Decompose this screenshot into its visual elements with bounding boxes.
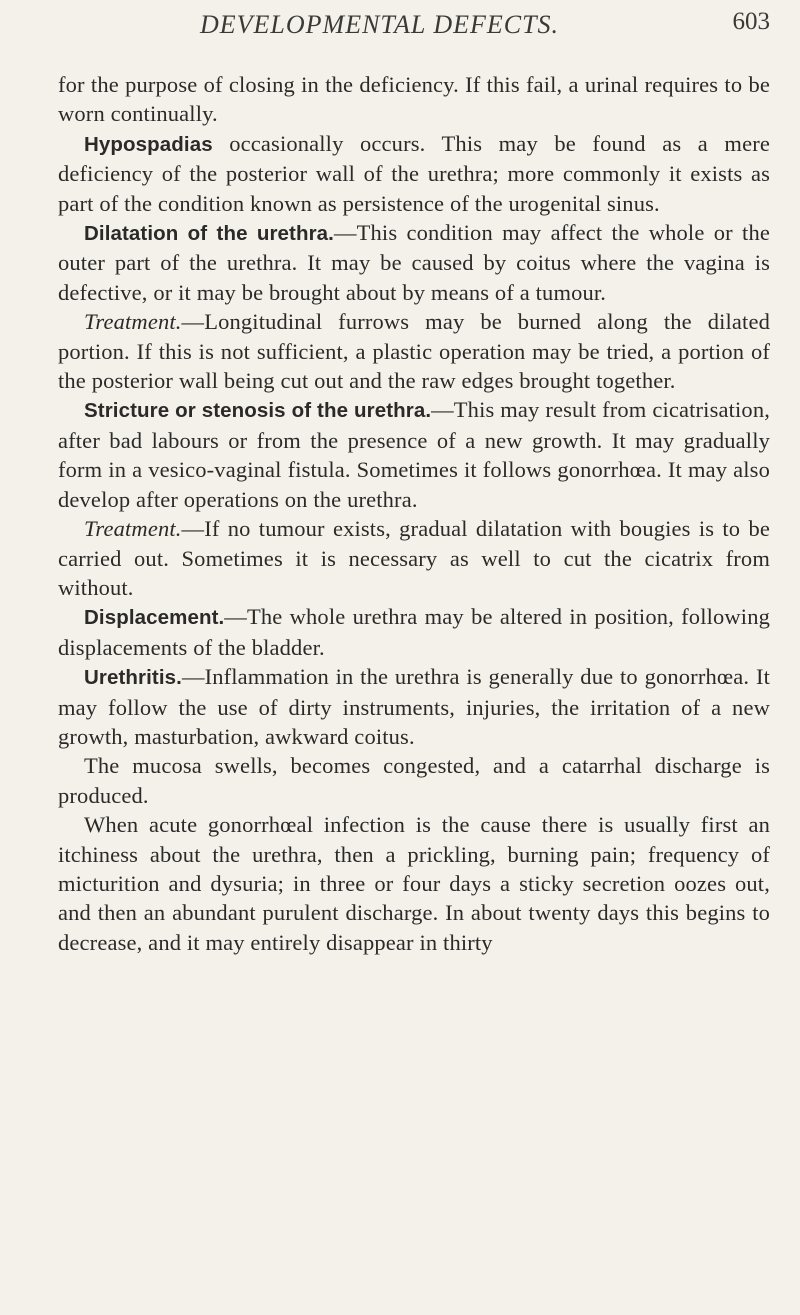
- paragraph-stricture-treatment: [58, 514, 770, 602]
- paragraph-mucosa: [58, 751, 770, 810]
- paragraph-acute-infection: [58, 810, 770, 957]
- paragraph-text: —This may result from cicatrisation, after bad labours or from the presence of a new growth. It may gradually form in a vesico-vaginal fistula. Sometimes it follows gonorrhœa. It may also develop after operations on the urethra.: [58, 397, 770, 512]
- section-heading-displacement: Displacement.: [84, 606, 225, 630]
- paragraph-text: The mucosa swells, becomes congested, and a catarrhal discharge is produced.: [58, 753, 770, 808]
- paragraph-dilatation-treatment: [58, 307, 770, 395]
- paragraph-urethritis: [58, 662, 770, 751]
- running-title: DEVELOPMENTAL DEFECTS.: [200, 10, 560, 39]
- paragraph-stricture: [58, 395, 770, 514]
- running-head: [58, 0, 770, 48]
- paragraph-text: —The whole urethra may be altered in position, following displacements of the bladder.: [58, 604, 770, 660]
- paragraph-text: —Inflammation in the urethra is generally due to gonorrhœa. It may follow the use of dirty instruments, injuries, the irritation of a new growth, masturbation, awkward coitus.: [58, 664, 770, 749]
- paragraph-text: occasionally occurs. This may be found as a mere deficiency of the posterior wall of the urethra; more commonly it exists as part of the condition known as persistence of the urogenital sinus.: [58, 130, 770, 216]
- section-heading-urethritis: Urethritis.: [84, 666, 182, 690]
- paragraph-continuation: [58, 70, 770, 129]
- paragraph-displacement: [58, 602, 770, 662]
- paragraph-text: —If no tumour exists, gradual dilatation with bougies is to be carried out. Sometimes it is necessary as well to cut the cicatrix from without.: [58, 516, 770, 600]
- subheading-treatment: Treatment.: [84, 516, 182, 542]
- paragraph-dilatation: [58, 218, 770, 307]
- paragraph-text: —This condition may affect the whole or the outer part of the urethra. It may be caused by coitus where the vagina is defective, or it may be brought about by means of a tumour.: [58, 220, 770, 305]
- section-heading-stricture: Stricture or stenosis of the urethra.: [84, 399, 432, 423]
- section-heading-dilatation: Dilatation of the urethra.: [84, 222, 334, 246]
- section-heading-hypospadias: Hypospadias: [84, 132, 213, 156]
- page-number: 603: [732, 8, 770, 35]
- book-page: [58, 8, 770, 957]
- paragraph-text: —Longitudinal furrows may be burned along the dilated portion. If this is not sufficient, a plastic operation may be tried, a portion of the posterior wall being cut out and the raw edges brought together.: [58, 309, 770, 394]
- paragraph-text: When acute gonorrhœal infection is the cause there is usually first an itchiness about the urethra, then a prickling, burning pain; frequency of micturition and dysuria; in three or four days a sticky secretion oozes out, and then an abundant purulent discharge. In about twenty days this begins to decrease, and it may entirely disappear in thirty: [58, 812, 770, 955]
- paragraph-hypospadias: [58, 129, 770, 218]
- paragraph-text: for the purpose of closing in the deficiency. If this fail, a urinal requires to be worn continually.: [58, 72, 770, 127]
- subheading-treatment: Treatment.: [84, 309, 182, 335]
